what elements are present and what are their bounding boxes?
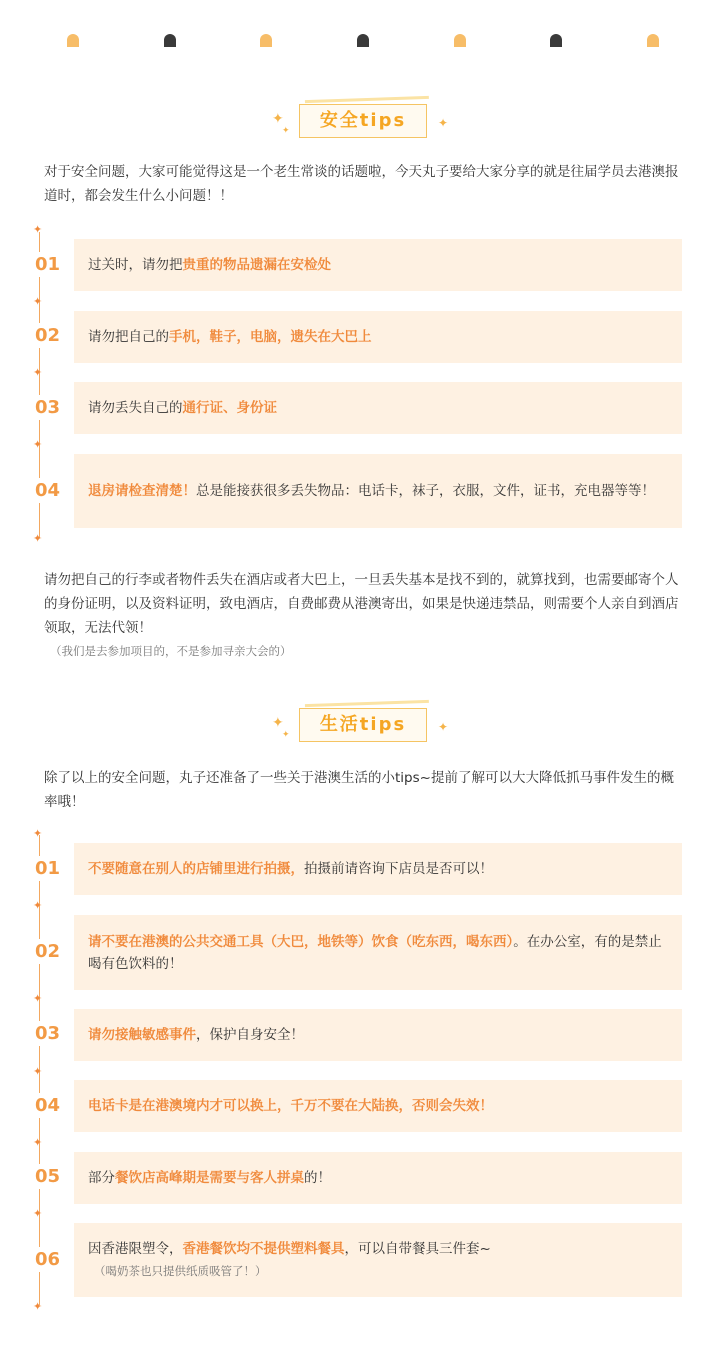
tip-subnote: （喝奶茶也只提供纸质吸管了！） bbox=[94, 1264, 267, 1278]
item-number: 03 bbox=[35, 397, 61, 418]
tip-text bbox=[88, 1167, 668, 1189]
timeline-star-icon: ✦ bbox=[33, 223, 43, 236]
timeline-star-icon: ✦ bbox=[33, 366, 43, 379]
tip-text-post: ，保护自身安全！ bbox=[196, 1027, 304, 1043]
tip-text bbox=[88, 1024, 668, 1046]
timeline-star-icon: ✦ bbox=[33, 992, 43, 1005]
tip-text bbox=[88, 480, 668, 502]
sparkle-icon: ✦ bbox=[438, 116, 449, 130]
tip-highlight: 手机，鞋子，电脑，遗失在大巴上 bbox=[169, 329, 372, 345]
safety-tip-card bbox=[74, 454, 682, 528]
dot-decoration bbox=[260, 34, 272, 47]
tip-text-post: 总是能接获很多丢失物品：电话卡，袜子，衣服，文件，证书，充电器等等！ bbox=[196, 483, 655, 499]
sparkle-icon: ✦ bbox=[282, 730, 290, 740]
item-number: 04 bbox=[35, 480, 61, 501]
life-title: 生活tips bbox=[299, 708, 427, 742]
life-tip-card bbox=[74, 1080, 682, 1132]
item-number: 05 bbox=[35, 1166, 61, 1187]
timeline-star-icon: ✦ bbox=[33, 1136, 43, 1149]
tip-text bbox=[88, 858, 668, 880]
life-tip-card bbox=[74, 843, 682, 895]
life-intro: 除了以上的安全问题，丸子还准备了一些关于港澳生活的小tips~提前了解可以大大降低抓马事件发生的概率哦！ bbox=[44, 770, 674, 810]
tip-text-post: 。在办公室，有的是禁止喝有色饮料的！ bbox=[88, 933, 662, 972]
tip-highlight: 贵重的物品遗漏在安检处 bbox=[182, 257, 331, 273]
tip-text bbox=[88, 1095, 668, 1117]
dot-decoration bbox=[164, 34, 176, 47]
safety-tip-card bbox=[74, 311, 682, 363]
life-section-title bbox=[0, 706, 721, 746]
timeline-star-icon: ✦ bbox=[33, 899, 43, 912]
timeline-star-icon: ✦ bbox=[33, 295, 43, 308]
safety-section-title bbox=[0, 102, 721, 142]
sparkle-icon: ✦ bbox=[282, 126, 290, 136]
tip-highlight: 通行证、身份证 bbox=[182, 400, 277, 416]
dot-decoration bbox=[550, 34, 562, 47]
item-number: 02 bbox=[35, 325, 61, 346]
tip-highlight: 电话卡是在港澳境内才可以换上，千万不要在大陆换，否则会失效！ bbox=[88, 1098, 493, 1114]
item-number: 01 bbox=[35, 858, 61, 879]
safety-intro: 对于安全问题，大家可能觉得这是一个老生常谈的话题啦，今天丸子要给大家分享的就是往届学员去港澳报道时，都会发生什么小问题！！ bbox=[44, 164, 679, 204]
tip-text bbox=[88, 326, 668, 348]
tip-highlight: 餐饮店高峰期是需要与客人拼桌 bbox=[115, 1170, 304, 1186]
tip-text-pre: 部分 bbox=[88, 1170, 115, 1186]
sparkle-icon: ✦ bbox=[438, 720, 449, 734]
decorative-dots bbox=[0, 34, 721, 48]
life-tip-card bbox=[74, 915, 682, 990]
life-tip-card bbox=[74, 1223, 682, 1297]
tip-text bbox=[88, 397, 668, 419]
safety-title: 安全tips bbox=[299, 104, 427, 138]
tip-highlight: 不要随意在别人的店铺里进行拍摄， bbox=[88, 861, 304, 877]
timeline-star-icon: ✦ bbox=[33, 1207, 43, 1220]
tip-text-post: 拍摄前请咨询下店员是否可以！ bbox=[304, 861, 493, 877]
tip-text bbox=[88, 254, 668, 276]
dot-decoration bbox=[454, 34, 466, 47]
timeline-star-icon: ✦ bbox=[33, 438, 43, 451]
tip-text-pre: 请勿丢失自己的 bbox=[88, 400, 183, 416]
tip-text-post: 的！ bbox=[304, 1170, 331, 1186]
item-number: 06 bbox=[35, 1249, 61, 1270]
tip-text-pre: 请勿把自己的 bbox=[88, 329, 169, 345]
tip-highlight: 请不要在港澳的公共交通工具（大巴，地铁等）饮食（吃东西，喝东西） bbox=[88, 933, 514, 950]
timeline-star-icon: ✦ bbox=[33, 827, 43, 840]
safety-tip-card bbox=[74, 239, 682, 291]
safety-tip-card bbox=[74, 382, 682, 434]
tip-text-post: ，可以自带餐具三件套~ bbox=[344, 1241, 491, 1257]
tip-text-pre: 因香港限塑令， bbox=[88, 1241, 183, 1257]
safety-outro: 请勿把自己的行李或者物件丢失在酒店或者大巴上，一旦丢失基本是找不到的，就算找到，也需要邮寄个人的身份证明，以及资料证明，致电酒店，自费邮费从港澳寄出，如果是快递违禁品，则需要个人亲自到酒店领取，无法代领！ bbox=[44, 572, 679, 636]
item-number: 04 bbox=[35, 1095, 61, 1116]
life-tip-card bbox=[74, 1009, 682, 1061]
tip-highlight: 退房请检查清楚！ bbox=[88, 483, 196, 499]
timeline-star-icon: ✦ bbox=[33, 1065, 43, 1078]
tip-text-pre: 过关时，请勿把 bbox=[88, 257, 183, 273]
item-number: 02 bbox=[35, 941, 61, 962]
sparkle-icon: ✦ bbox=[272, 111, 284, 127]
dot-decoration bbox=[357, 34, 369, 47]
tip-text bbox=[88, 1238, 668, 1260]
tip-highlight: 请勿接触敏感事件 bbox=[88, 1027, 196, 1043]
timeline-star-icon: ✦ bbox=[33, 1300, 43, 1313]
item-number: 03 bbox=[35, 1023, 61, 1044]
sparkle-icon: ✦ bbox=[272, 715, 284, 731]
safety-note: （我们是去参加项目的，不是参加寻亲大会的） bbox=[50, 644, 292, 658]
life-tip-card bbox=[74, 1152, 682, 1204]
tip-text bbox=[88, 931, 668, 975]
tip-highlight: 香港餐饮均不提供塑料餐具 bbox=[182, 1241, 345, 1257]
dot-decoration bbox=[647, 34, 659, 47]
item-number: 01 bbox=[35, 254, 61, 275]
timeline-star-icon: ✦ bbox=[33, 532, 43, 545]
dot-decoration bbox=[67, 34, 79, 47]
